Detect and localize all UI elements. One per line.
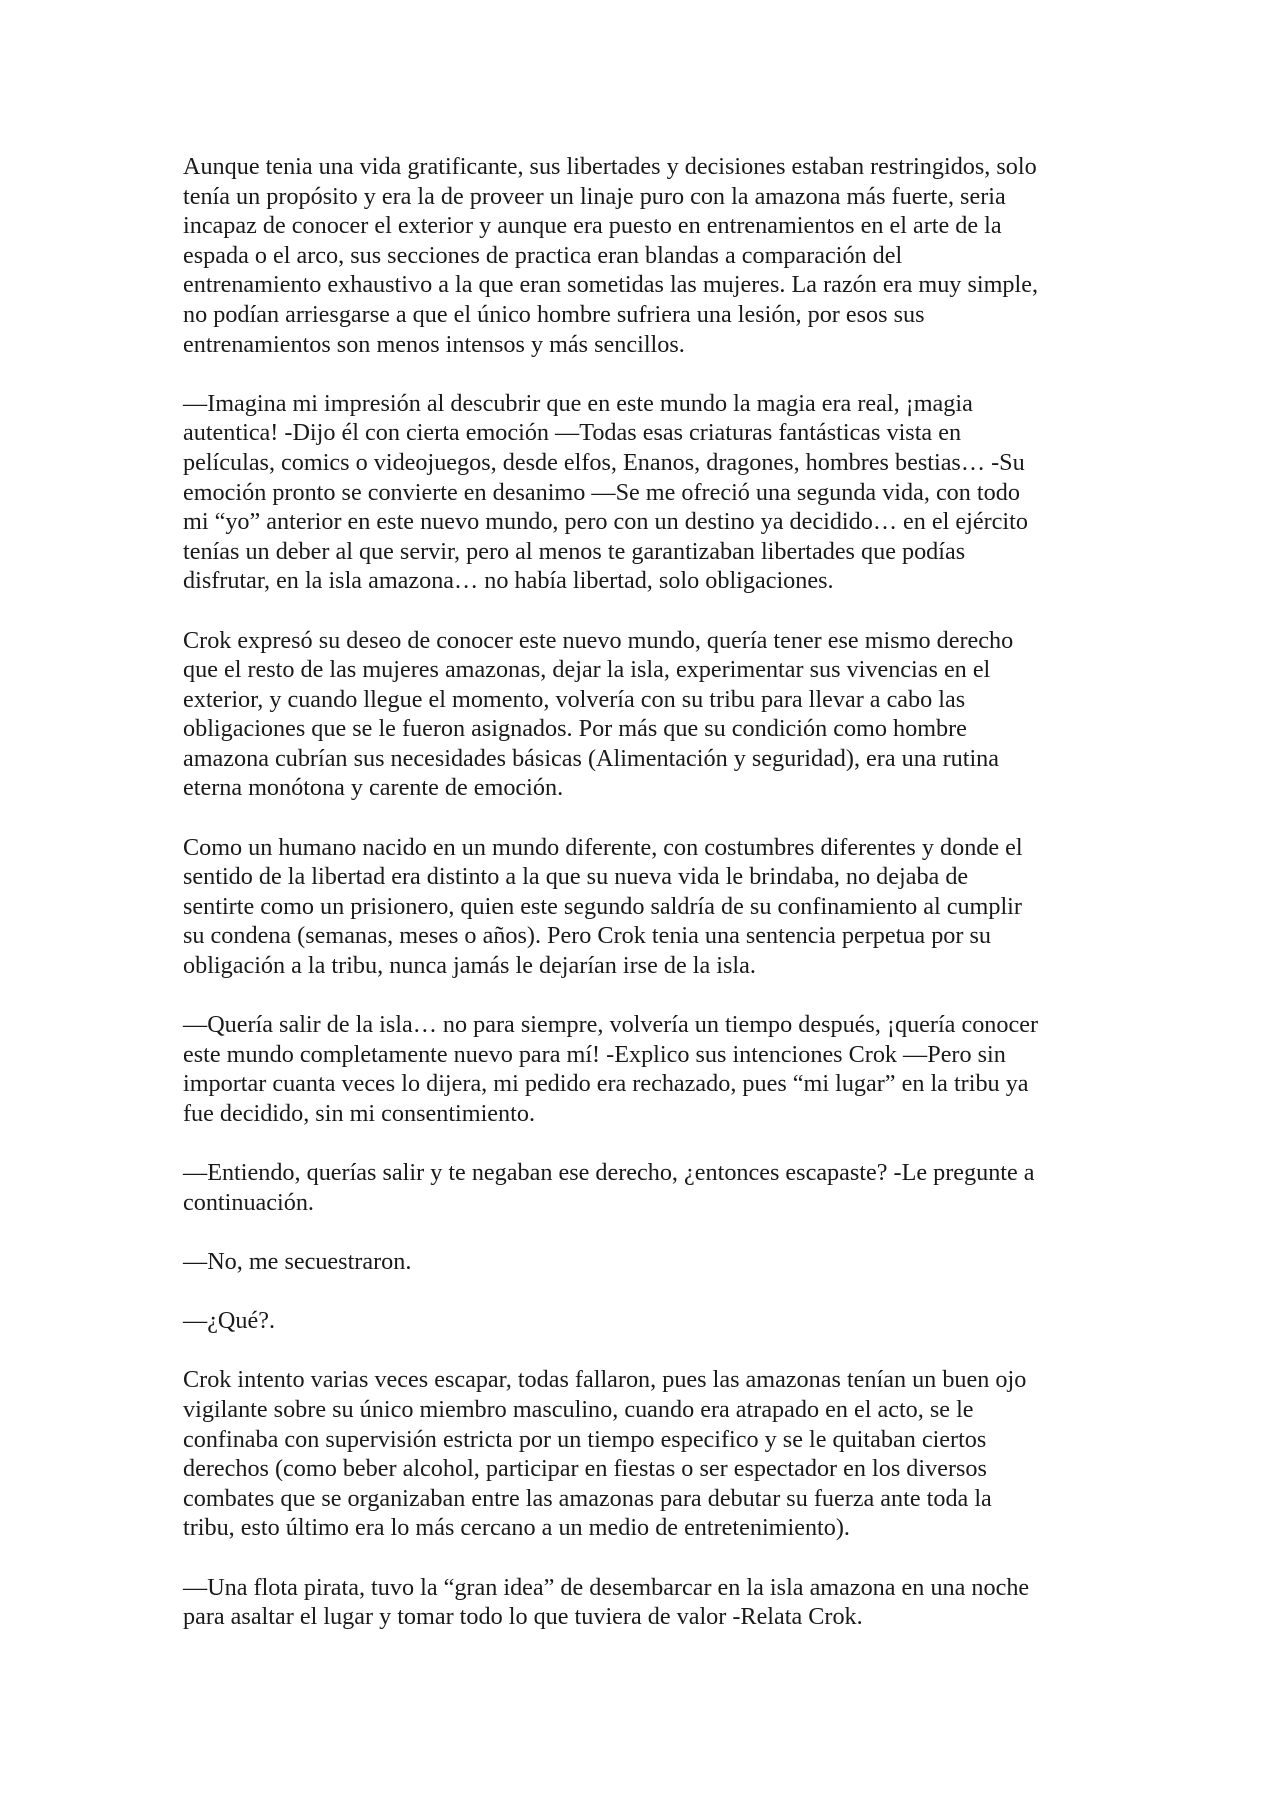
text-line: sentirte como un prisionero, quien este segundo saldría de su confinamiento al cumplir xyxy=(183,892,1022,920)
text-line: —No, me secuestraron. xyxy=(183,1247,412,1275)
text-line: combates que se organizaban entre las amazonas para debutar su fuerza ante toda la xyxy=(183,1484,992,1512)
paragraph-5 xyxy=(183,1010,1113,1128)
text-line: vigilante sobre su único miembro masculino, cuando era atrapado en el acto, se le xyxy=(183,1395,974,1423)
text-line: autentica! -Dijo él con cierta emoción —Todas esas criaturas fantásticas vista en xyxy=(183,419,962,447)
text-line: espada o el arco, sus secciones de practica eran blandas a comparación del xyxy=(183,241,903,269)
text-line: tenías un deber al que servir, pero al menos te garantizaban libertades que podías xyxy=(183,537,966,565)
text-line: películas, comics o videojuegos, desde elfos, Enanos, dragones, hombres bestias… -Su xyxy=(183,448,1025,476)
paragraph-9 xyxy=(183,1365,1113,1543)
text-line: derechos (como beber alcohol, participar en fiestas o ser espectador en los diversos xyxy=(183,1455,987,1483)
paragraph-2 xyxy=(183,389,1113,596)
text-line: para asaltar el lugar y tomar todo lo que tuviera de valor -Relata Crok. xyxy=(183,1603,863,1631)
text-line: amazona cubrían sus necesidades básicas (Alimentación y seguridad), era una rutina xyxy=(183,744,1000,772)
paragraph-8 xyxy=(183,1306,1113,1336)
text-line: disfrutar, en la isla amazona… no había libertad, solo obligaciones. xyxy=(183,567,834,595)
paragraph-7 xyxy=(183,1247,1113,1277)
text-line: su condena (semanas, meses o años). Pero Crok tenia una sentencia perpetua por su xyxy=(183,922,992,950)
text-line: que el resto de las mujeres amazonas, dejar la isla, experimentar sus vivencias en el xyxy=(183,656,991,684)
text-line: —Imagina mi impresión al descubrir que en este mundo la magia era real, ¡magia xyxy=(183,389,973,417)
paragraph-4 xyxy=(183,833,1113,981)
text-line: entrenamiento exhaustivo a la que eran sometidas las mujeres. La razón era muy simple, xyxy=(183,271,1038,299)
text-line: este mundo completamente nuevo para mí! -Explico sus intenciones Crok —Pero sin xyxy=(183,1040,1006,1068)
text-line: exterior, y cuando llegue el momento, volvería con su tribu para llevar a cabo las xyxy=(183,685,966,713)
paragraph-6 xyxy=(183,1158,1113,1217)
text-line: —¿Qué?. xyxy=(183,1307,276,1335)
text-line: Crok intento varias veces escapar, todas fallaron, pues las amazonas tenían un buen ojo xyxy=(183,1366,1027,1394)
paragraph-3 xyxy=(183,626,1113,804)
text-line: —Quería salir de la isla… no para siempre, volvería un tiempo después, ¡quería conocer xyxy=(183,1011,1038,1039)
paragraph-10 xyxy=(183,1573,1113,1632)
text-line: emoción pronto se convierte en desanimo —Se me ofreció una segunda vida, con todo xyxy=(183,478,1020,506)
text-line: Como un humano nacido en un mundo diferente, con costumbres diferentes y donde el xyxy=(183,833,1023,861)
text-line: continuación. xyxy=(183,1188,314,1216)
text-line: eterna monótona y carente de emoción. xyxy=(183,774,564,802)
paragraph-1 xyxy=(183,152,1113,359)
text-line: Aunque tenia una vida gratificante, sus libertades y decisiones estaban restringidos, solo xyxy=(183,153,1037,180)
text-line: fue decidido, sin mi consentimiento. xyxy=(183,1100,535,1127)
text-line: obligación a la tribu, nunca jamás le dejarían irse de la isla. xyxy=(183,952,756,980)
text-line: importar cuanta veces lo dijera, mi pedido era rechazado, pues “mi lugar” en la tribu ya xyxy=(183,1070,1029,1098)
text-line: tenía un propósito y era la de proveer un linaje puro con la amazona más fuerte, seria xyxy=(183,182,1006,210)
text-line: mi “yo” anterior en este nuevo mundo, pero con un destino ya decidido… en el ejército xyxy=(183,508,1028,536)
text-line: Crok expresó su deseo de conocer este nuevo mundo, quería tener ese mismo derecho xyxy=(183,626,1014,654)
text-line: sentido de la libertad era distinto a la que su nueva vida le brindaba, no dejaba de xyxy=(183,863,969,891)
text-line: tribu, esto último era lo más cercano a un medio de entretenimiento). xyxy=(183,1514,850,1542)
text-line: obligaciones que se le fueron asignados. Por más que su condición como hombre xyxy=(183,715,967,743)
text-line: confinaba con supervisión estricta por un tiempo especifico y se le quitaban ciertos xyxy=(183,1425,987,1453)
text-line: —Entiendo, querías salir y te negaban ese derecho, ¿entonces escapaste? -Le pregunte a xyxy=(183,1159,1035,1187)
text-line: —Una flota pirata, tuvo la “gran idea” de desembarcar en la isla amazona en una noche xyxy=(183,1573,1030,1601)
text-line: incapaz de conocer el exterior y aunque era puesto en entrenamientos en el arte de la xyxy=(183,212,1002,240)
text-line: entrenamientos son menos intensos y más sencillos. xyxy=(183,330,685,358)
text-line: no podían arriesgarse a que el único hombre sufriera una lesión, por esos sus xyxy=(183,300,925,328)
document-page xyxy=(183,152,1113,1661)
